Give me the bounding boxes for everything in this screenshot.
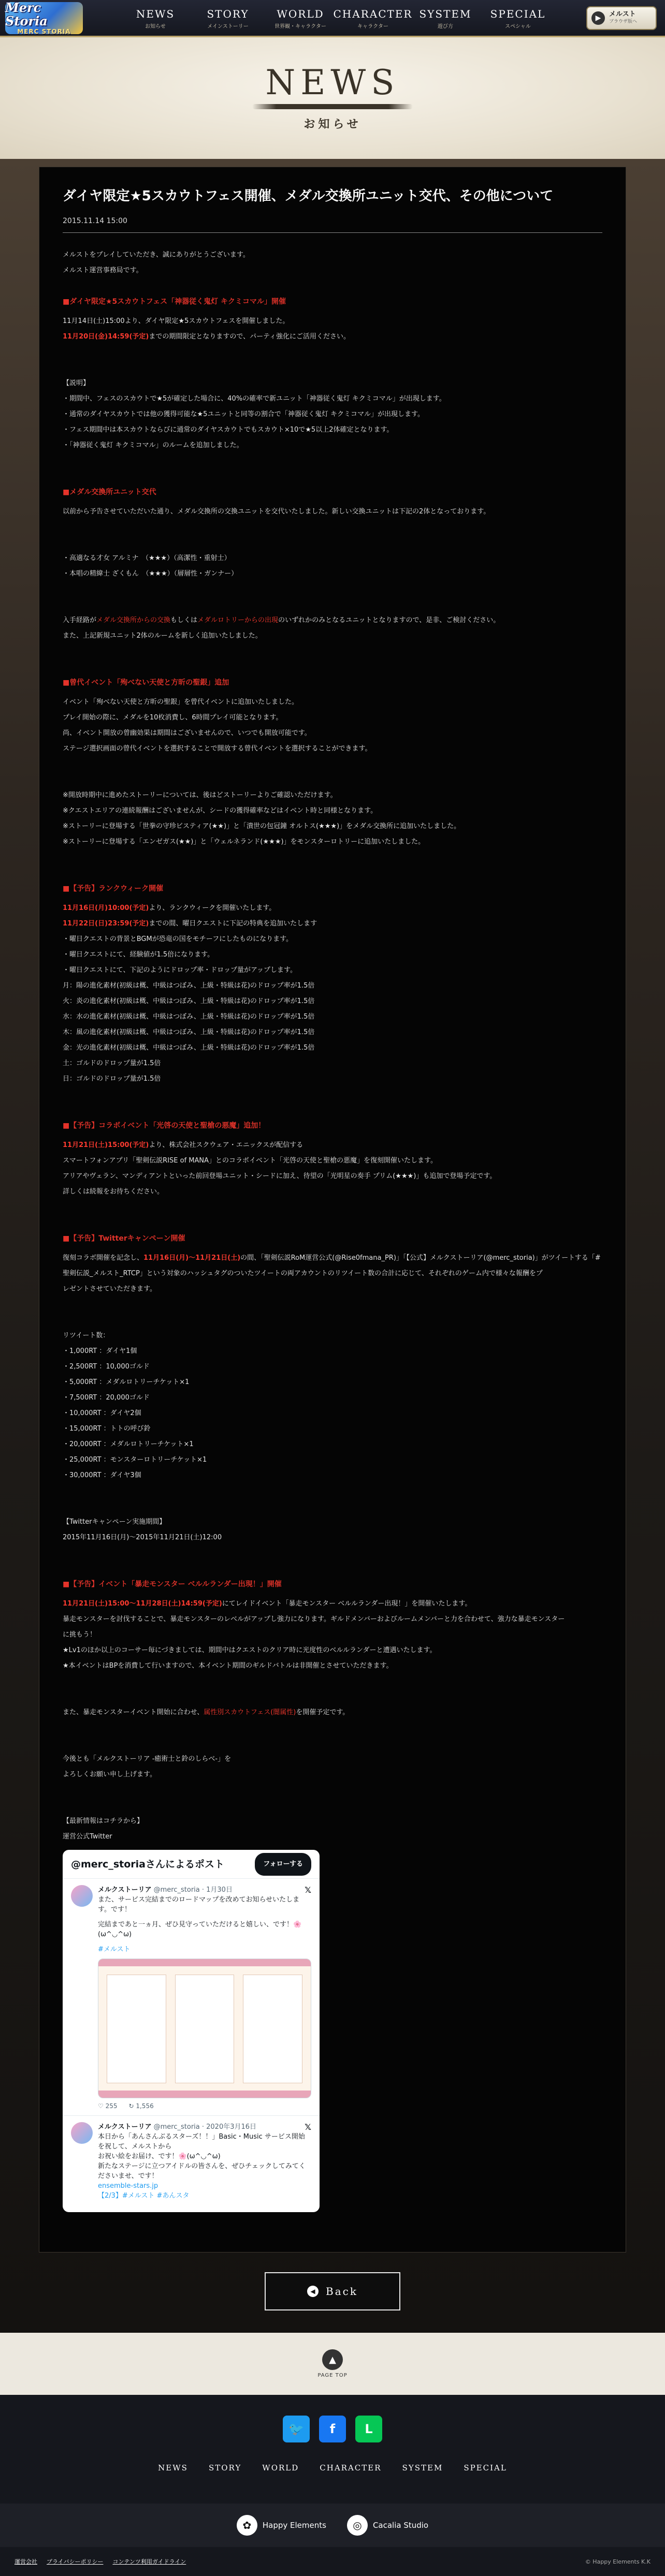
footer-nav-system[interactable]: SYSTEM [402, 2463, 443, 2472]
content-guideline-link[interactable]: コンテンツ利用ガイドライン [112, 2558, 186, 2565]
highlight-text: メダル交換所からの交換 [96, 616, 171, 624]
page-subtitle: お知らせ [303, 118, 362, 131]
play-label: メルスト [609, 10, 636, 18]
highlight-date: 11月22日(日)23:59(予定) [63, 920, 149, 928]
nav-world-label: WORLD [277, 8, 324, 20]
nav-world-sublabel: 世界観・キャラクター [274, 24, 326, 30]
company-link[interactable]: 運営会社 [15, 2558, 37, 2565]
intro-line: メルストをプレイしていただき、誠にありがとうございます。 [63, 251, 250, 259]
nav-system-sublabel: 遊び方 [438, 24, 453, 30]
body-line: 尚、イベント開放の曾幽効果は期間はございませんので、いつでも開放可能です。 [63, 729, 311, 737]
detail-item: ・期間中、フェスのスカウトで★5が確定した場合に、40%の確率で新ユニット「神器従く鬼灯 キクミコマル」が出現します。 [63, 395, 446, 403]
reward-item: ・5,000RT ：メダルロトリーチケット×1 [63, 1378, 190, 1386]
bonus-item: ・曜日クエストの背景とBGMが恐竜の国をモチーフにしたものになります。 [63, 935, 293, 943]
body-text: 復刻コラボ開催を記念し、 [63, 1254, 144, 1262]
body-line [63, 1250, 602, 1282]
reward-item: ・25,000RT ：モンスターロトリーチケット×1 [63, 1456, 207, 1464]
latest-subheading: 運営公式Twitter [63, 1833, 112, 1841]
body-line: 暴走モンスターを討伐することで、暴走モンスターのレベルがアップし強力になります。ギルドメンバーおよびルームメンバーと力を合わせて、強力な暴走モンスター [63, 1615, 565, 1623]
tweet[interactable] [63, 1879, 320, 2116]
nav-news-label: NEWS [136, 8, 175, 20]
tweet-link[interactable]: ensemble-stars.jp [98, 2182, 158, 2190]
highlight-date: 11月20日(金)14:59(予定) [63, 333, 149, 341]
body-text: までの間、曜日クエストに下記の特典を追加いたします [149, 920, 317, 928]
body-line: レゼントさせていただきます。 [63, 1285, 156, 1293]
nav-news-sublabel: お知らせ [145, 24, 166, 30]
footer-nav-world[interactable]: WORLD [262, 2463, 299, 2472]
reward-item: ・2,500RT ：10,000ゴルド [63, 1363, 150, 1371]
tweet-author-name[interactable]: メルクストーリア [98, 1886, 152, 1894]
article-title: ダイヤ限定★5スカウトフェス開催、メダル交換所ユニット交代、その他について [63, 188, 554, 204]
follow-button[interactable]: フォローする [255, 1853, 311, 1876]
note-line: ※開放時期中に進めたストーリーについては、後はどストーリーよりご確認いただけます。 [63, 791, 337, 799]
body-line [63, 1596, 602, 1612]
avatar[interactable] [71, 1885, 93, 1907]
highlight-date: 11月21日(土)15:00〜11月28日(土)14:59(予定) [63, 1600, 222, 1608]
section-heading: ■【予告】Twitterキャンペーン開催 [63, 1234, 185, 1243]
page-top-area [0, 2333, 665, 2395]
highlight-text: メダルロトリーからの出現 [197, 616, 279, 624]
intro-line: メルスト運営事務局です。 [63, 267, 143, 274]
tweet-content [98, 2122, 311, 2201]
nav-story[interactable] [192, 0, 264, 37]
bonus-item: 木：風の進化素材(初級は概、中級はつぼみ、上級・特級は花)のドロップ率が1.5倍 [63, 1028, 315, 1036]
highlight-date: 11月16日(月)10:00(予定) [63, 904, 149, 912]
bonus-item: 火：炎の進化素材(初級は概、中級はつぼみ、上級・特級は花)のドロップ率が1.5倍 [63, 997, 315, 1005]
detail-item: ・フェス期間中は本スカウトならびに通常のダイヤスカウトでもスカウト×10で★5以上2体確定となります。 [63, 426, 394, 434]
body-line: に挑もう！ [63, 1631, 97, 1639]
circle-logo-icon: ◎ [347, 2515, 368, 2536]
repost-count[interactable]: ↻ 1,556 [128, 2102, 154, 2110]
play-button-text [609, 10, 637, 26]
unit-item: ・本唱の精緯士 ざくもん （★★★）（層層性・ガンナー） [63, 570, 238, 578]
body-line [63, 329, 602, 345]
body-line [63, 1705, 602, 1720]
footer-nav [0, 2463, 665, 2472]
body-line: また、上記新規ユニット2体のルームを新しく追加いたしました。 [63, 632, 262, 640]
reward-item: ・10,000RT ：ダイヤ2個 [63, 1409, 141, 1417]
logo-name: Cacalia Studio [372, 2520, 429, 2530]
nav-character-label: CHARACTER [333, 8, 413, 20]
body-line: プレイ開始の際に、メダルを10枚消費し、6時間プレイ可能となります。 [63, 714, 283, 722]
highlight-date: 11月21日(土)15:00(予定) [63, 1141, 149, 1149]
nav-world[interactable] [264, 0, 337, 37]
sns-links [0, 2416, 665, 2442]
body-text: また、暴走モンスターイベント開始に合わせ、 [63, 1709, 204, 1716]
detail-heading: 【説明】 [63, 379, 90, 387]
play-browser-button[interactable] [586, 6, 657, 30]
unit-item: ・高適なる才女 アルミナ （★★★）（高潔性・重射士） [63, 554, 231, 562]
reward-item: ・20,000RT ：メダルロトリーチケット×1 [63, 1440, 194, 1448]
logo-text: Merc Storia [5, 0, 48, 28]
bonus-item: 月：陽の進化素材(初級は概、中級はつぼみ、上級・特級は花)のドロップ率が1.5倍 [63, 982, 315, 990]
facebook-icon[interactable]: f [319, 2416, 346, 2442]
news-article [39, 167, 626, 2253]
tweet[interactable] [63, 2116, 320, 2205]
body-text: もしくは [170, 616, 198, 624]
bonus-item: 金：光の進化素材(初級は概、中級はつぼみ、上級・特級は花)のドロップ率が1.5倍 [63, 1044, 315, 1052]
footer-nav-story[interactable]: STORY [208, 2463, 242, 2472]
tweet-hashtag[interactable]: 【2/3】#メルスト #あんスタ [98, 2192, 190, 2200]
closing-line: よろしくお願い申し上げます。 [63, 1771, 156, 1778]
tweet-author-handle[interactable]: @merc_storia · 1月30日 [153, 1886, 233, 1894]
tweet-meta [98, 2122, 311, 2132]
tweet-text: 完結まであと一ヵ月、ぜひ見守っていただけると嬉しい、です！🌸(ω^◡^ω) [98, 1921, 302, 1938]
nav-special[interactable] [482, 0, 554, 37]
footer-nav-special[interactable]: SPECIAL [464, 2463, 507, 2472]
bonus-item: ・曜日クエストにて、経験値が1.5倍になります。 [63, 951, 214, 959]
body-line: ステージ選択画面の曾代イベントを選択することで開放する曾代イベントを選択することができます。 [63, 745, 372, 753]
article-date: 2015.11.14 15:00 [63, 217, 602, 233]
reward-item: ・30,000RT ：ダイヤ3個 [63, 1471, 141, 1479]
latest-heading: 【最新情報はコチラから】 [63, 1817, 144, 1825]
tweet-image[interactable] [98, 1959, 311, 2098]
tweet-stats [98, 2101, 311, 2111]
article-body [63, 247, 602, 2212]
like-count[interactable]: ♡ 255 [98, 2102, 118, 2110]
period-text: 2015年11月16日(月)〜2015年11月21日(土)12:00 [63, 1534, 222, 1541]
body-text: の間、「聖剣伝説RoM運営公式(@Rise0fmana_PR)」「【公式】メルクストーリア(@merc_storia)」がツイートする「#聖剣伝説_メルスト_RTCP」という対象のハッシュタグのついたツイートの両アカウントのリツイート数の合計に応じて、それぞれのゲーム内で様々な報酬をプ [63, 1254, 601, 1277]
twitter-embed[interactable] [63, 1850, 320, 2212]
repost-count-value: 1,556 [136, 2102, 154, 2110]
nav-character[interactable] [333, 0, 413, 37]
section-heading: ■【予告】コラボイベント「光啓の天使と聖槍の悪魔」追加！ [63, 1122, 266, 1130]
reward-item: ・7,500RT ：20,000ゴルド [63, 1394, 150, 1402]
footer-nav-character[interactable]: CHARACTER [320, 2463, 382, 2472]
line-icon[interactable]: L [355, 2416, 382, 2442]
page-title: NEWS [265, 63, 400, 102]
body-text: 入手経路が [63, 616, 97, 624]
global-nav [119, 0, 554, 37]
tweet-text: 本日から「あんさんぶるスターズ！！」Basic・Music サービス開始を祝して、メルストから [98, 2133, 305, 2151]
note-line: ※クエストエリアの連続報酬はございませんが、シードの獲得確率などはイベント時と同様となります。 [63, 807, 378, 815]
copyright: © Happy Elements K.K [585, 2558, 650, 2565]
x-logo-icon[interactable]: 𝕏 [305, 2122, 311, 2132]
footer-bottom [0, 2547, 665, 2576]
body-line: 11月14日(土)15:00より、ダイヤ限定★5スカウトフェスを開催しました。 [63, 317, 290, 325]
section-heading: ■ダイヤ限定★5スカウトフェス「神器従く鬼灯 キクミコマル」開催 [63, 298, 286, 306]
nav-system[interactable] [409, 0, 482, 37]
company-logos [0, 2504, 665, 2547]
highlight-date: 11月16日(月)〜11月21日(土) [143, 1254, 241, 1262]
body-text: を開催予定です。 [296, 1709, 350, 1716]
arrow-right-icon: ▶ [591, 11, 605, 25]
reward-item: ・1,000RT ：ダイヤ1個 [63, 1347, 137, 1355]
site-footer [0, 2395, 665, 2576]
reward-heading: リツイート数： [63, 1332, 110, 1339]
body-line [63, 613, 602, 628]
footer-nav-news[interactable]: NEWS [158, 2463, 188, 2472]
privacy-policy-link[interactable]: プライバシーポリシー [47, 2558, 104, 2565]
section-heading: ■曾代イベント「殉べない天使と方昕の聖銀」追加 [63, 679, 229, 687]
twitter-embed-title: @merc_storiaさんによるポスト [71, 1858, 224, 1870]
play-sublabel: ブラウザ版へ [609, 19, 638, 24]
back-button[interactable] [265, 2272, 400, 2310]
page-top-button[interactable]: ▲ [322, 2349, 343, 2370]
main-content [0, 159, 665, 2333]
reward-item: ・15,000RT ：トトの呼び鈴 [63, 1425, 151, 1433]
tweet-author-name[interactable]: メルクストーリア [98, 2123, 152, 2131]
bonus-item: 土：ゴルドのドロップ量が1.5倍 [63, 1059, 161, 1067]
twitter-icon[interactable]: 🐦 [283, 2416, 310, 2442]
body-text: までの期間限定となりますので、パーティ強化にご活用ください。 [149, 333, 351, 341]
body-text: より、ランクウィークを開催いたします。 [149, 904, 276, 912]
bonus-item: ・曜日クエストにて、下記のようにドロップ率・ドロップ量がアップします。 [63, 966, 297, 974]
site-logo[interactable] [5, 2, 83, 34]
title-brush-decoration [252, 104, 413, 109]
like-count-value: 255 [105, 2102, 118, 2110]
tweet-text: お祝い絵をお届け、です！🌸(ω^◡^ω) [98, 2153, 221, 2160]
tweet-author-handle[interactable]: @merc_storia · 2020年3月16日 [153, 2123, 257, 2131]
nav-story-label: STORY [207, 8, 249, 20]
body-text: にてレイドイベント「暴走モンスター ベルルランダー出現！」を開催いたします。 [222, 1600, 472, 1608]
body-line: イベント「殉べない天使と方昕の聖銀」を曾代イベントに追加いたしました。 [63, 698, 299, 706]
arrow-left-icon: ◀ [307, 2286, 319, 2297]
highlight-text: 属性別スカウトフェス(闇属性) [204, 1709, 296, 1716]
body-line [63, 916, 602, 932]
bonus-item: 日：ゴルドのドロップ量が1.5倍 [63, 1075, 161, 1083]
cacalia-studio-logo[interactable] [347, 2515, 428, 2536]
detail-item: ・通常のダイヤスカウトでは他の獲得可能な★5ユニットと同等の割合で「神器従く鬼灯 キクミコマル」が出現します。 [63, 410, 424, 418]
nav-story-sublabel: メインストーリー [207, 24, 249, 30]
section-heading: ■メダル交換所ユニット交代 [63, 488, 156, 496]
nav-special-sublabel: スペシャル [505, 24, 531, 30]
site-header [0, 0, 665, 37]
nav-system-label: SYSTEM [419, 8, 472, 20]
body-line: ★Lv1のほか以上のコーサー毎にづきましては、期間中はクエストのクリア時に光度性のベルルランダーと遭遇いたします。 [63, 1646, 437, 1654]
section-heading: ■【予告】ランクウィーク開催 [63, 885, 164, 893]
happy-elements-logo[interactable] [237, 2515, 326, 2536]
tweet-text: また、サービス完結までのロードマップを改めてお知らせいたします。です！ [98, 1896, 300, 1913]
avatar[interactable] [71, 2122, 93, 2144]
tweet-meta [98, 1885, 311, 1895]
bonus-item: 水：水の進化素材(初級は概、中級はつぼみ、上級・特級は花)のドロップ率が1.5倍 [63, 1013, 315, 1021]
body-line: スマートフォンアプリ「聖剣伝説RISE of MANA」とのコラボイベント「光啓の天使と聖槍の悪魔」を復刻開催いたします。 [63, 1157, 437, 1165]
logo-name: Happy Elements [262, 2520, 326, 2530]
body-text: より、株式会社スクウェア・エニックスが配信する [149, 1141, 303, 1149]
page-top-label: PAGE TOP [317, 2373, 348, 2378]
tweet-content [98, 1885, 311, 2111]
detail-item: ・「神器従く鬼灯 キクミコマル」のルームを追加しました。 [63, 441, 243, 449]
note-line: ※ストーリーに登場する「エンゼガス(★★)」と「ウェルネランド(★★★)」をモンスターロトリーに追加いたしました。 [63, 838, 425, 846]
tweet-hashtag[interactable]: #メルスト [98, 1946, 131, 1953]
body-line [63, 901, 602, 916]
tweet-text: 新たなステージに立つアイドルの皆さんを、ぜひチェックしてみてくださいませ、です！ [98, 2162, 306, 2180]
body-text: のいずれかのみとなるユニットとなりますので、是非、ご検討ください。 [278, 616, 500, 624]
nav-special-label: SPECIAL [490, 8, 546, 20]
nav-character-sublabel: キャラクター [357, 24, 388, 30]
logo-subtext: MERC STORIA [17, 28, 71, 35]
footer-links [15, 2557, 186, 2566]
twitter-embed-header [63, 1850, 320, 1879]
period-heading: 【Twitterキャンペーン実施期間】 [63, 1518, 166, 1526]
body-line: 詳しくは続報をお待ちください。 [63, 1188, 164, 1196]
body-line [63, 1138, 602, 1153]
page-title-area [0, 37, 665, 159]
back-button-label: Back [326, 2285, 358, 2298]
flower-icon: ✿ [237, 2515, 257, 2536]
body-line: ★本イベントはBPを消費して行いますので、本イベント期間のギルドバトルは非開催とさせていただきます。 [63, 1662, 393, 1670]
note-line: ※ストーリーに登場する「世拳の守珍ビスティア(★★)」と「潰世の包冠鐘 オルトス(★★★)」をメダル交換所に追加いたしました。 [63, 822, 461, 830]
body-line: 以前から予告させていただいた通り、メダル交換所の交換ユニットを交代いたしました。新しい交換ユニットは下記の2体となっております。 [63, 508, 490, 516]
x-logo-icon[interactable]: 𝕏 [305, 1885, 311, 1895]
nav-news[interactable] [119, 0, 192, 37]
section-heading: ■【予告】イベント「暴走モンスター ベルルランダー出現！」開催 [63, 1580, 282, 1588]
closing-line: 今後とも「メルクストーリア -癒術士と鈴のしらべ-」を [63, 1755, 232, 1763]
body-line: アリアやヴェラン、マンディアントといった前回登場ユニット・シードに加え、待望の「光明星の奏手 プリム(★★★)」も追加で登場予定です。 [63, 1172, 497, 1180]
